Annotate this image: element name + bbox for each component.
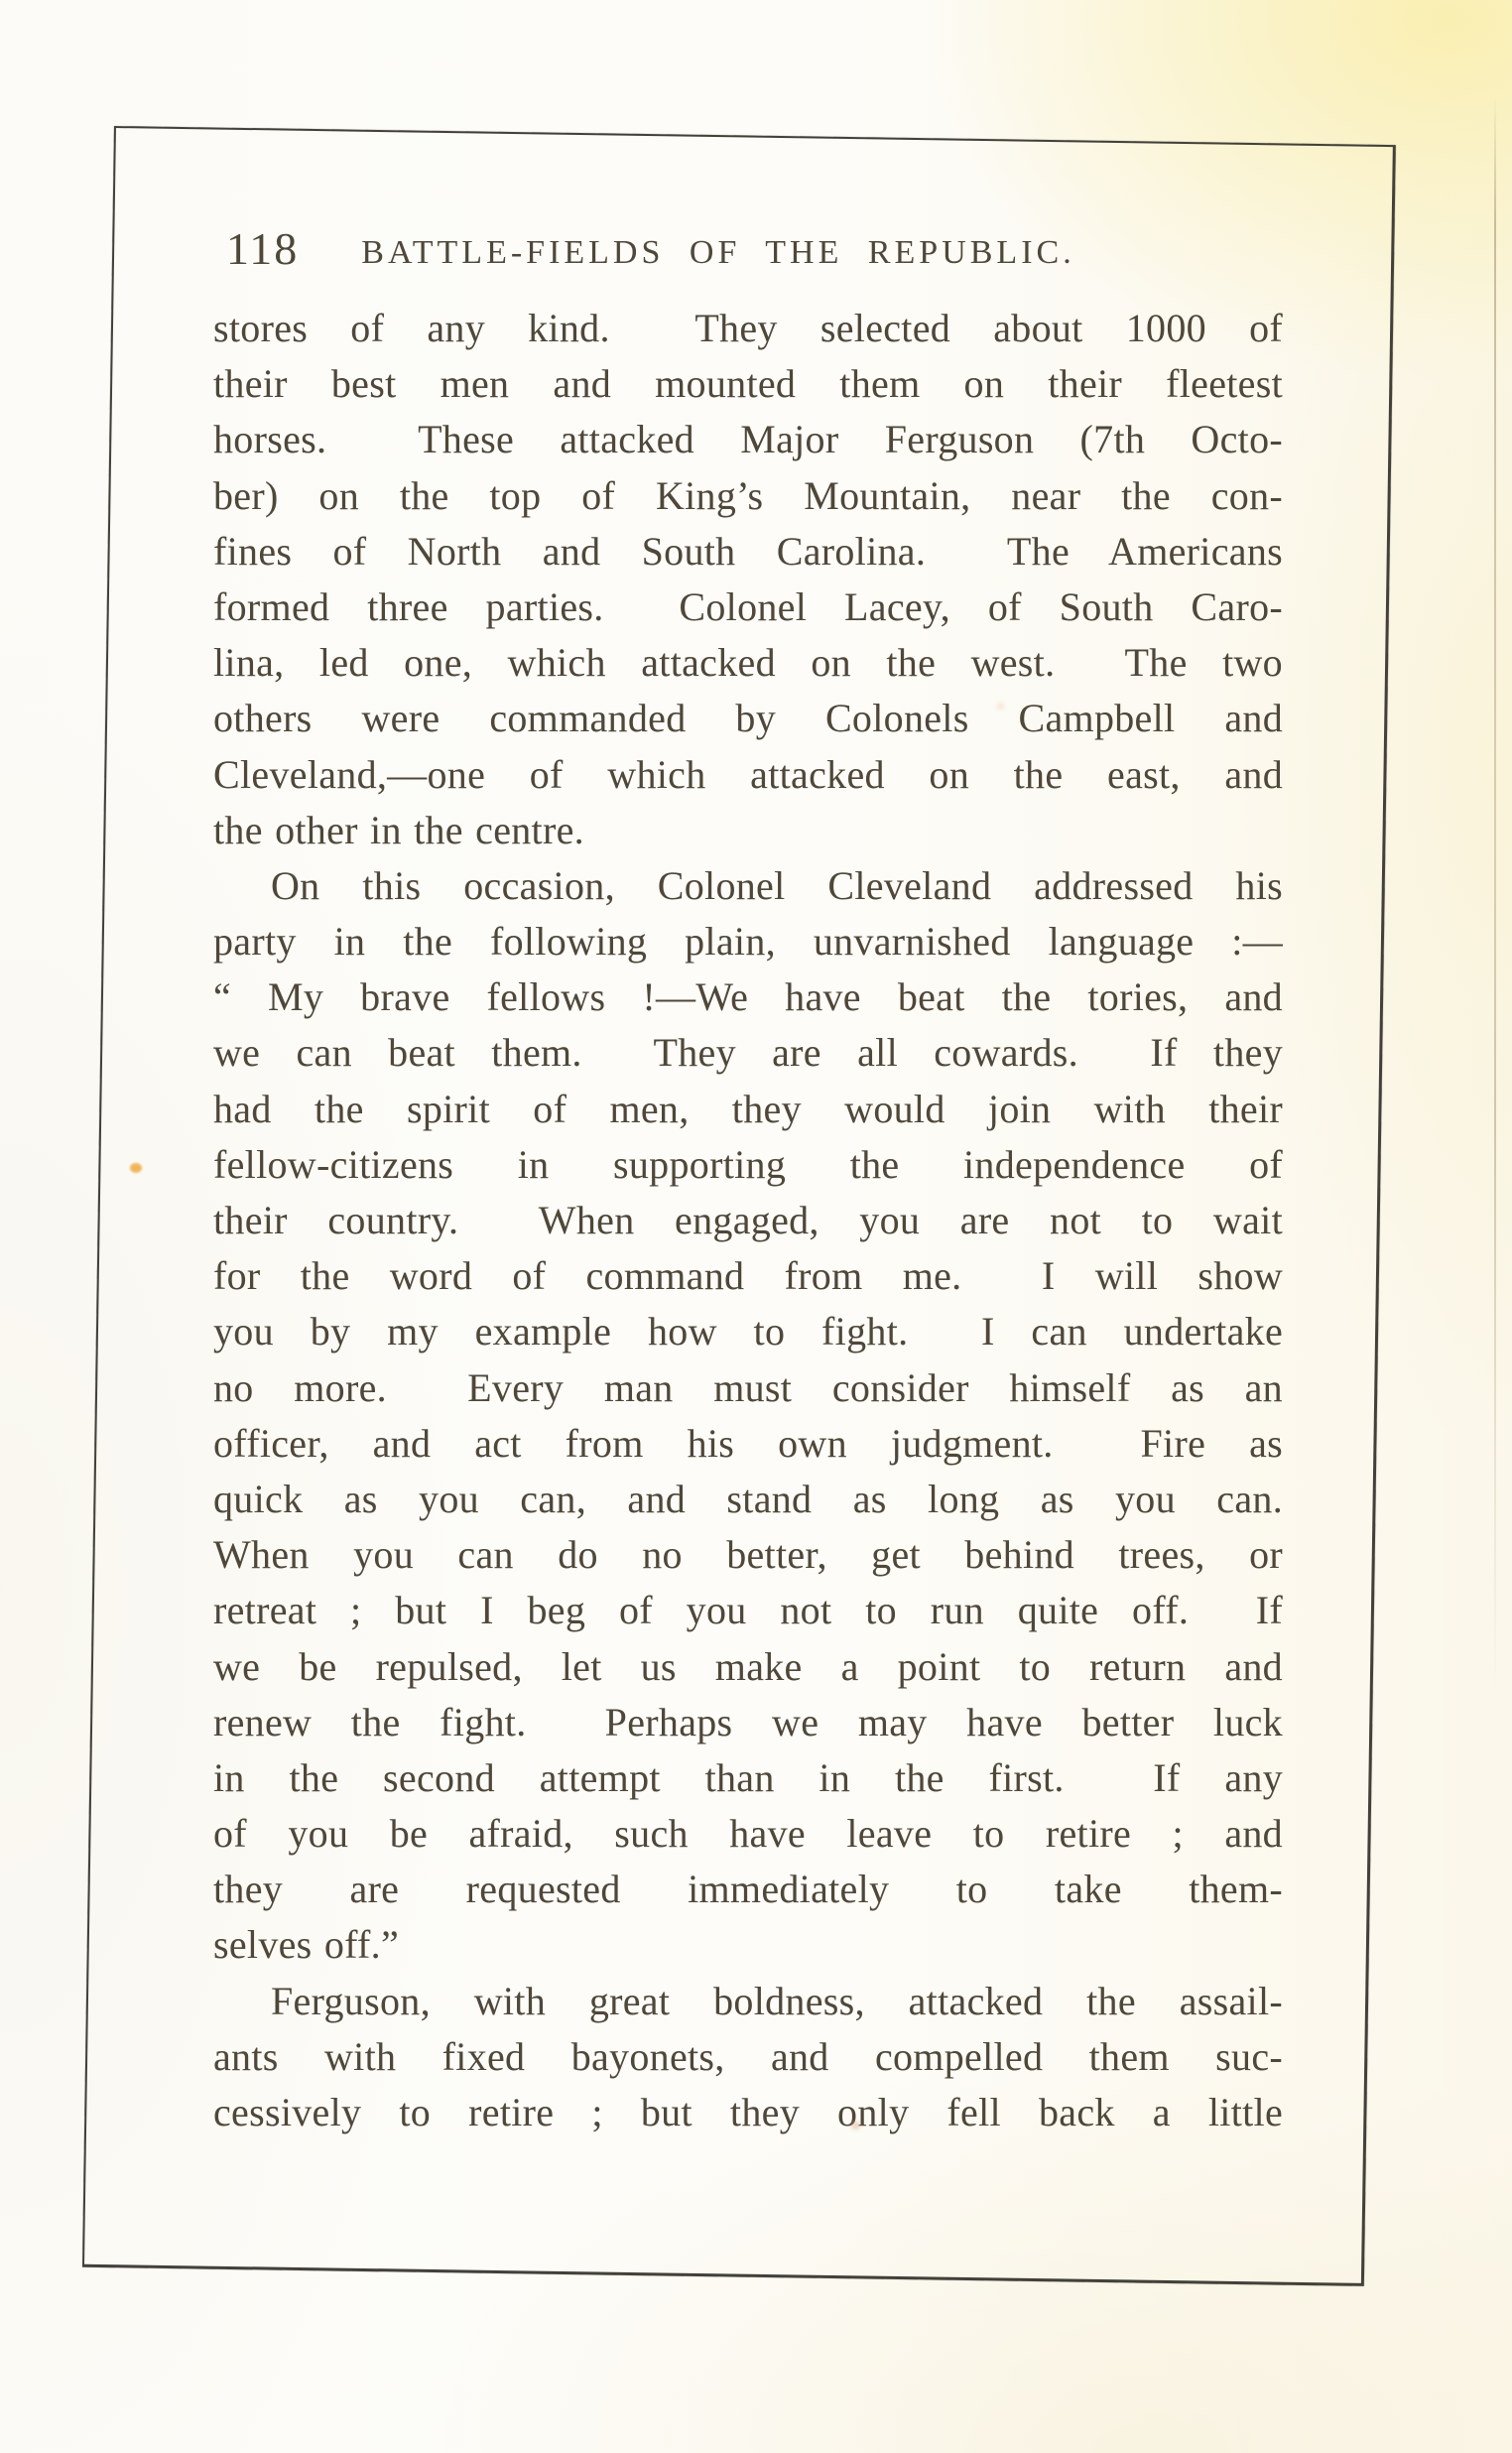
text-line: selves off.” (213, 1922, 400, 1968)
text-line: they are requested immediately to take them- (213, 1867, 1283, 1912)
text-line: formed three parties. Colonel Lacey, of South Caro- (213, 583, 1283, 629)
running-header-title: BATTLE-FIELDS OF THE REPUBLIC. (361, 234, 1075, 271)
text-line: we be repulsed, let us make a point to return and (213, 1643, 1283, 1689)
body-text-block (213, 301, 1283, 2140)
text-line: no more. Every man must consider himself as an (213, 1364, 1283, 1410)
text-line: “ My brave fellows !—We have beat the tories, and (213, 974, 1283, 1020)
text-line: we can beat them. They are all cowards. If they (213, 1030, 1283, 1076)
text-line: for the word of command from me. I will show (213, 1253, 1283, 1299)
text-line: the other in the centre. (213, 807, 584, 852)
text-line: renew the fight. Perhaps we may have better luck (213, 1699, 1283, 1744)
text-line: Cleveland,—one of which attacked on the east, and (213, 751, 1283, 797)
text-line: officer, and act from his own judgment. Fire as (213, 1420, 1283, 1466)
text-line: in the second attempt than in the first. If any (213, 1754, 1283, 1800)
text-line: stores of any kind. They selected about 1000 of (213, 306, 1283, 350)
adjacent-page-edge (1494, 94, 1496, 1761)
text-line: their best men and mounted them on their fleetest (213, 361, 1283, 407)
text-line: fines of North and South Carolina. The Americans (213, 528, 1283, 574)
page-number: 118 (226, 223, 300, 274)
text-line: horses. These attacked Major Ferguson (7th Octo- (213, 417, 1283, 462)
text-line: ants with fixed bayonets, and compelled them suc- (213, 2033, 1283, 2079)
text-line: When you can do no better, get behind trees, or (213, 1532, 1283, 1578)
text-line: quick as you can, and stand as long as you can. (213, 1476, 1283, 1521)
text-line: fellow-citizens in supporting the independence of (213, 1141, 1283, 1187)
text-line: lina, led one, which attacked on the west. The two (213, 640, 1283, 686)
text-line: had the spirit of men, they would join with their (213, 1086, 1283, 1131)
text-line: party in the following plain, unvarnished language :— (213, 919, 1283, 965)
text-line: cessively to retire ; but they only fell back a little (213, 2090, 1283, 2134)
text-line: others were commanded by Colonels Campbell and (213, 696, 1283, 741)
text-line: Ferguson, with great boldness, attacked the assail- (271, 1978, 1283, 2023)
text-line: ber) on the top of King’s Mountain, near the con- (213, 472, 1283, 518)
text-line: On this occasion, Colonel Cleveland addressed his (271, 862, 1283, 908)
text-line: retreat ; but I beg of you not to run quite off. If (213, 1588, 1283, 1633)
text-line: of you be afraid, such have leave to retire ; and (213, 1811, 1283, 1857)
text-line: their country. When engaged, you are not to wait (213, 1198, 1283, 1242)
text-line: you by my example how to fight. I can undertake (213, 1309, 1283, 1355)
